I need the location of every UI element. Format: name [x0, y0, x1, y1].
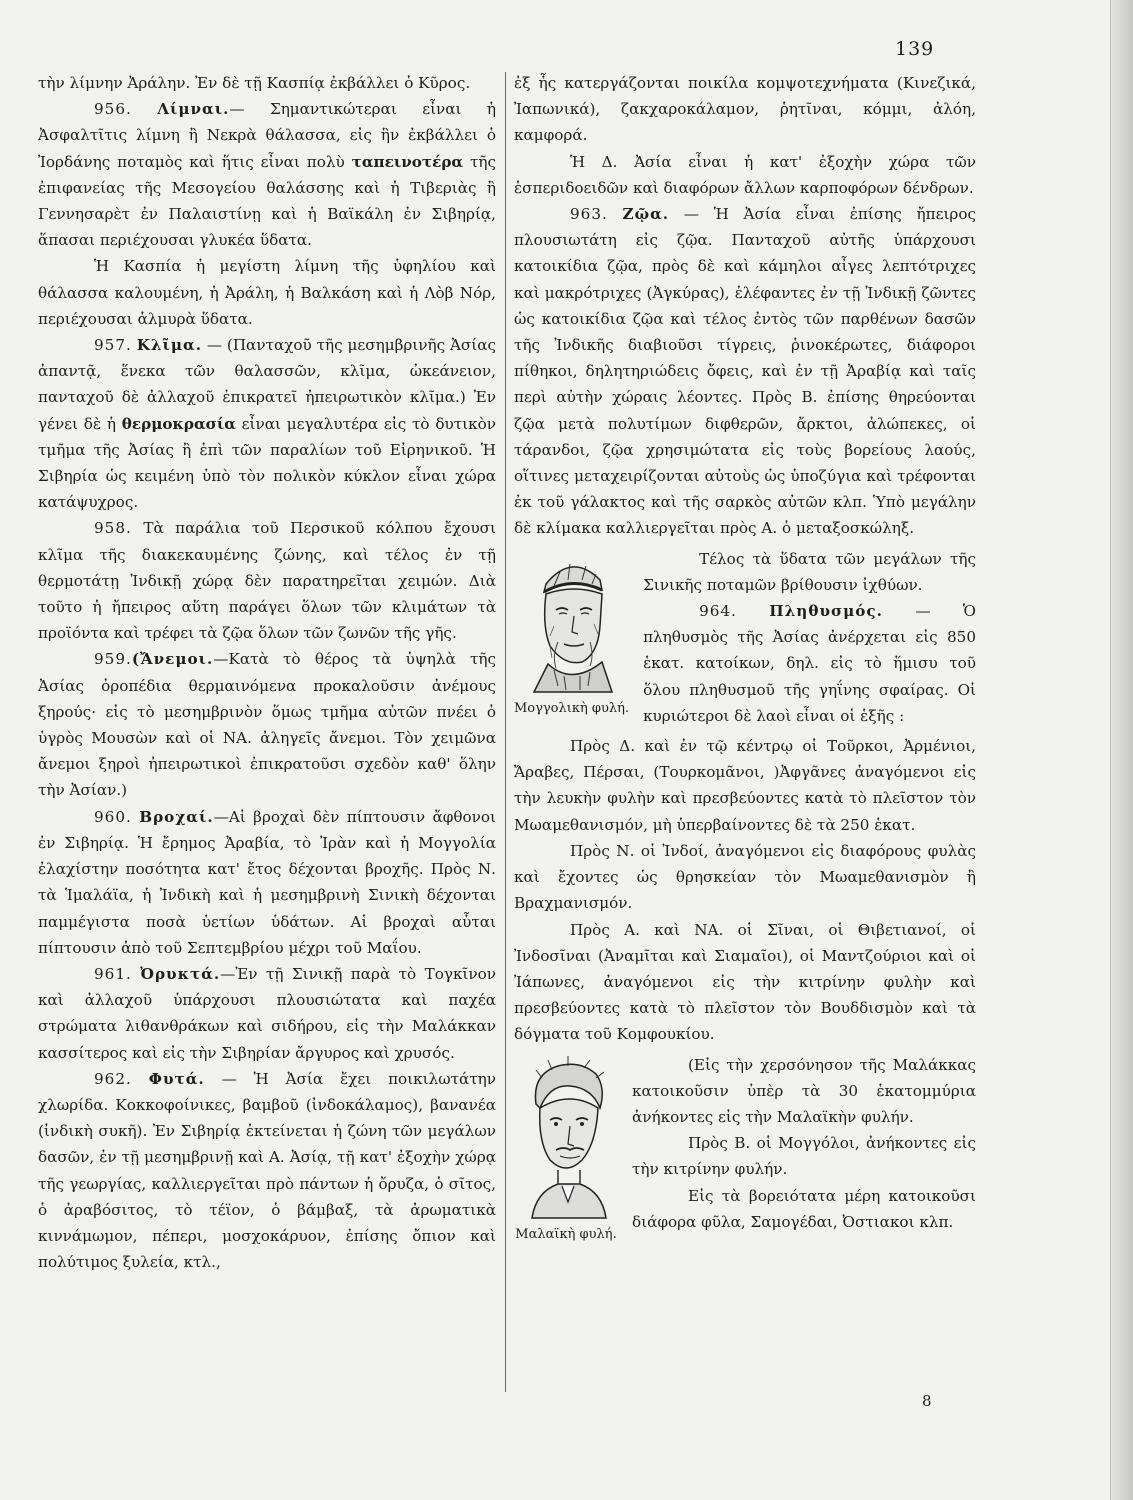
signature-mark: 8 [922, 1392, 932, 1410]
section-958: 958. Τὰ παράλια τοῦ Περσικοῦ κόλπου ἔχουσι κλῖμα τῆς διακεκαυμένης ζώνης, καὶ τέλος ἐν τῇ θερμοτάτῃ Ἰνδικῇ χώρᾳ δὲν παρατηρεῖται χειμών. Διὰ τοῦτο ἡ ἤπειρος αὕτη παράγει ὅλων τῶν κλιμάτων τὰ προϊόντα καὶ τρέφει τὰ ζῷα ὅλων τῶν ζωνῶν τῆς γῆς. [38, 519, 497, 643]
figure-side-text [632, 1052, 976, 1244]
column-divider [505, 72, 506, 1392]
paragraph: (Εἰς τὴν χερσόνησον τῆς Μαλάκκας κατοικοῦσιν ὑπὲρ τὰ 30 ἑκατομμύρια ἀνήκοντες εἰς τὴν Μαλαϊκὴν φυλήν. [632, 1055, 976, 1126]
paragraph: Πρὸς Δ. καὶ ἐν τῷ κέντρῳ οἱ Τοῦρκοι, Ἀρμένιοι, Ἄραβες, Πέρσαι, (Τουρκομᾶνοι, )Ἀφγᾶνες ἀναγόμενοι εἰς τὴν λευκὴν φυλὴν καὶ πρεσβεύοντες κατὰ τὸ πλεῖστον τὸν Μωαμεθανισμόν, μὴ ὑπερβαίνοντες δὲ τὰ 250 ἑκατ. [514, 737, 976, 834]
figure-block-mongol [514, 546, 976, 729]
section-957: 957. Κλῖμα. — (Πανταχοῦ τῆς μεσημβρινῆς Ἀσίας ἀπαντᾷ, ἕνεκα τῶν θαλασσῶν, κλῖμα, ὠκεάνειον, πανταχοῦ δὲ ἀλλαχοῦ ἐπικρατεῖ ἠπειρωτικὸν κλῖμα.) Ἐν γένει δὲ ἡ θερμοκρασία εἶναι μεγαλυτέρα εἰς τὸ δυτικὸν τμῆμα τῆς Ἀσίας ἢ ἐπὶ τῶν παραλίων τοῦ Εἰρηνικοῦ. Ἡ Σιβηρία ὡς κειμένη ὑπὸ τὸν πολικὸν κύκλον εἶναι χώρα κατάψυχρος. [38, 336, 496, 512]
section-956: 956. Λίμναι.— Σημαντικώτεραι εἶναι ἡ Ἀσφαλτῖτις λίμνη ἢ Νεκρὰ θάλασσα, εἰς ἣν ἐκβάλλει ὁ Ἰορδάνης ποταμὸς καὶ ἥτις εἶναι πολὺ ταπεινοτέρα τῆς ἐπιφανείας τῆς Μεσογείου θαλάσσης καὶ ἡ Τιβεριὰς ἢ Γεννησαρὲτ ἐν Παλαιστίνῃ καὶ ἡ Βαϊκάλη ἐν Σιβηρίᾳ, ἅπασαι περιέχουσαι γλυκέα ὕδατα. [38, 100, 496, 250]
right-column [514, 70, 976, 1248]
paragraph: τὴν λίμνην Ἀράλην. Ἐν δὲ τῇ Κασπίᾳ ἐκβάλλει ὁ Κῦρος. [38, 74, 471, 92]
section-964: 964. Πληθυσμός. — Ὁ πληθυσμὸς τῆς Ἀσίας ἀνέρχεται εἰς 850 ἑκατ. κατοίκων, δηλ. εἰς τὸ ἥμισυ τοῦ ὅλου πληθυσμοῦ τῆς γηΐνης σφαίρας. Οἱ κυριώτεροι δὲ λαοὶ εἶναι οἱ ἑξῆς : [643, 602, 976, 725]
paragraph: Τέλος τὰ ὕδατα τῶν μεγάλων τῆς Σινικῆς ποταμῶν βρίθουσιν ἰχθύων. [643, 549, 976, 594]
page-number: 139 [895, 38, 935, 60]
figure-mongol [514, 546, 629, 729]
section-960: 960. Βροχαί.—Αἱ βροχαὶ δὲν πίπτουσιν ἄφθονοι ἐν Σιβηρίᾳ. Ἡ ἔρημος Ἀραβία, τὸ Ἰρὰν καὶ ἡ Μογγολία ἐλαχίστην ποσότητα κατ' ἔτος δέχονται βροχῆς. Πρὸς Ν. τὰ Ἱμαλάϊα, ἡ Ἰνδικὴ καὶ ἡ μεσημβρινὴ Σινικὴ δέχονται παμμέγιστα ποσὰ ὑετίων ὑδάτων. Αἱ βροχαὶ αὗται πίπτουσιν ἀπὸ τοῦ Σεπτεμβρίου μέχρι τοῦ Μαΐου. [38, 807, 496, 957]
left-column [38, 70, 496, 1275]
section-959: 959.(Ἄνεμοι.—Κατὰ τὸ θέρος τὰ ὑψηλὰ τῆς Ἀσίας ὀροπέδια θερμαινόμενα προκαλοῦσιν ἀνέμους ξηρούς· εἰς τὸ μεσημβρινὸν ὅμως τμῆμα αὐτῶν πνέει ὁ ὑγρὸς Μουσὼν καὶ οἱ ΝΑ. ἀληγεῖς ἄνεμοι. Τὸν χειμῶνα ἄνεμοι ξηροὶ ἠπειρωτικοὶ ἐπικρατοῦσι σχεδὸν καθ' ὅλην τὴν Ἀσίαν.) [38, 650, 496, 800]
paragraph: Ἡ Κασπία ἡ μεγίστη λίμνη τῆς ὑφηλίου καὶ θάλασσα καλουμένη, ἡ Ἀράλη, ἡ Βαλκάση καὶ ἡ Λὸβ Νόρ, περιέχουσαι ἁλμυρὰ ὕδατα. [38, 257, 496, 328]
figure-side-text [643, 546, 976, 729]
paragraph: Πρὸς Ν. οἱ Ἰνδοί, ἀναγόμενοι εἰς διαφόρους φυλὰς καὶ ἔχοντες ὡς θρησκείαν τὸν Μωαμεθανισμὸν ἢ Βραχμανισμόν. [514, 841, 976, 913]
paragraph: Εἰς τὰ βορειότατα μέρη κατοικοῦσι διάφορα φῦλα, Σαμογέδαι, Ὀστιακοι κλπ. [632, 1186, 976, 1231]
paragraph: Πρὸς Β. οἱ Μογγόλοι, ἀνήκοντες εἰς τὴν κιτρίνην φυλήν. [632, 1134, 976, 1179]
paragraph: Πρὸς Α. καὶ ΝΑ. οἱ Σῖναι, οἱ Θιβετιανοί, οἱ Ἰνδοσῖναι (Ἀναμῖται καὶ Σιαμαῖοι), οἱ Μαντζούριοι καὶ οἱ Ἰάπωνες, ἀναγόμενοι εἰς τὴν κιτρίνην φυλὴν καὶ πρεσβεύοντες κατὰ τὸ πλεῖστον τὸν Βουδδισμὸν καὶ τὰ δόγματα τοῦ Κομφουκίου. [514, 920, 976, 1044]
figure-malay [514, 1052, 618, 1244]
page-edge [1110, 0, 1133, 1500]
figure-block-malay [514, 1052, 976, 1244]
section-963: 963. Ζῷα. — Ἡ Ἀσία εἶναι ἐπίσης ἤπειρος πλουσιωτάτη εἰς ζῷα. Πανταχοῦ αὐτῆς ὑπάρχουσι κατοικίδια ζῷα, πρὸς δὲ καὶ κάμηλοι αἶγες λεπτότριχες καὶ μακρότριχες (Ἀγκύρας), ἐλέφαντες ἐν τῇ Ἰνδικῇ ζῶντες ὡς κατοικίδια ζῷα καὶ τέλος ἐντὸς τῶν παρθένων δασῶν τῆς Ἰνδικῆς διαβιοῦσι τίγρεις, ῥινοκέρωτες, διάφοροι πίθηκοι, δηλητηριώδεις ὄφεις, καὶ ἐν τῇ Ἀραβίᾳ καὶ ταῖς περὶ αὐτὴν χώραις λέοντες. Πρὸς Β. ἐπίσης θηρεύονται ζῷα μετὰ πολυτίμων διφθερῶν, ἄρκτοι, ἀλώπεκες, οἱ τάρανδοι, ζῷα χρησιμώτατα εἰς τοὺς βορείους λαούς, οἵτινες μεταχειρίζονται αὐτοὺς ὡς ὑποζύγια καὶ τρέφονται ἐκ τοῦ γάλακτος καὶ τῆς σαρκὸς αὐτῶν κλπ. Ὑπὸ μεγάλην δὲ κλίμακα καλλιεργεῖται πρὸς Α. ὁ μεταξοσκώληξ. [514, 205, 976, 538]
section-962: 962. Φυτά. — Ἡ Ἀσία ἔχει ποικιλωτάτην χλωρίδα. Κοκκοφοίνικες, βαμβοῦ (ἰνδοκάλαμος), βανανέα (ἰνδικὴ συκῆ). Ἐν Σιβηρίᾳ ἐκτείνεται ἡ ζώνη τῶν μεγάλων δασῶν, ἐν τῇ μεσημβρινῇ καὶ Α. Ἀσίᾳ, τῇ κατ' ἐξοχὴν χώρᾳ τῆς γεωργίας, καλλιεργεῖται πρὸ πάντων ἡ ὄρυζα, ὁ σῖτος, ὁ ἀραβόσιτος, τὸ τέϊον, ὁ βάμβαξ, τὰ ἀρωματικὰ κιννάμωμον, πέπερι, μοσχοκάρυον, ἐπίσης ὄπιον καὶ πολύτιμος ξυλεία, κτλ., [38, 1069, 497, 1272]
mongol-portrait-illustration [524, 546, 620, 696]
section-961: 961. Ὀρυκτά.—Ἐν τῇ Σινικῇ παρὰ τὸ Τογκῖνον καὶ ἀλλαχοῦ ὑπάρχουσι πλουσιώτατα καὶ παχέα στρώματα λιθανθράκων καὶ σιδήρου, εἰς τὴν Μαλάκκαν κασσίτερος καὶ εἰς τὴν Σιβηρίαν ἄργυρος καὶ χρυσός. [38, 964, 496, 1062]
malay-portrait-illustration [518, 1052, 614, 1222]
paragraph: ἐξ ἧς κατεργάζονται ποικίλα κομψοτεχνήματα (Κινεζικά, Ἰαπωνικά), ζακχαροκάλαμον, ῥητῖναι, κόμμι, ἀλόη, καμφορά. [514, 74, 976, 145]
figure-caption: Μογγολικὴ φυλή. [514, 700, 630, 716]
figure-caption: Μαλαϊκὴ φυλή. [515, 1226, 617, 1242]
paragraph: Ἡ Δ. Ἀσία εἶναι ἡ κατ' ἐξοχὴν χώρα τῶν ἑσπεριδοειδῶν καὶ διαφόρων ἄλλων καρποφόρων δένδρων. [514, 152, 976, 197]
